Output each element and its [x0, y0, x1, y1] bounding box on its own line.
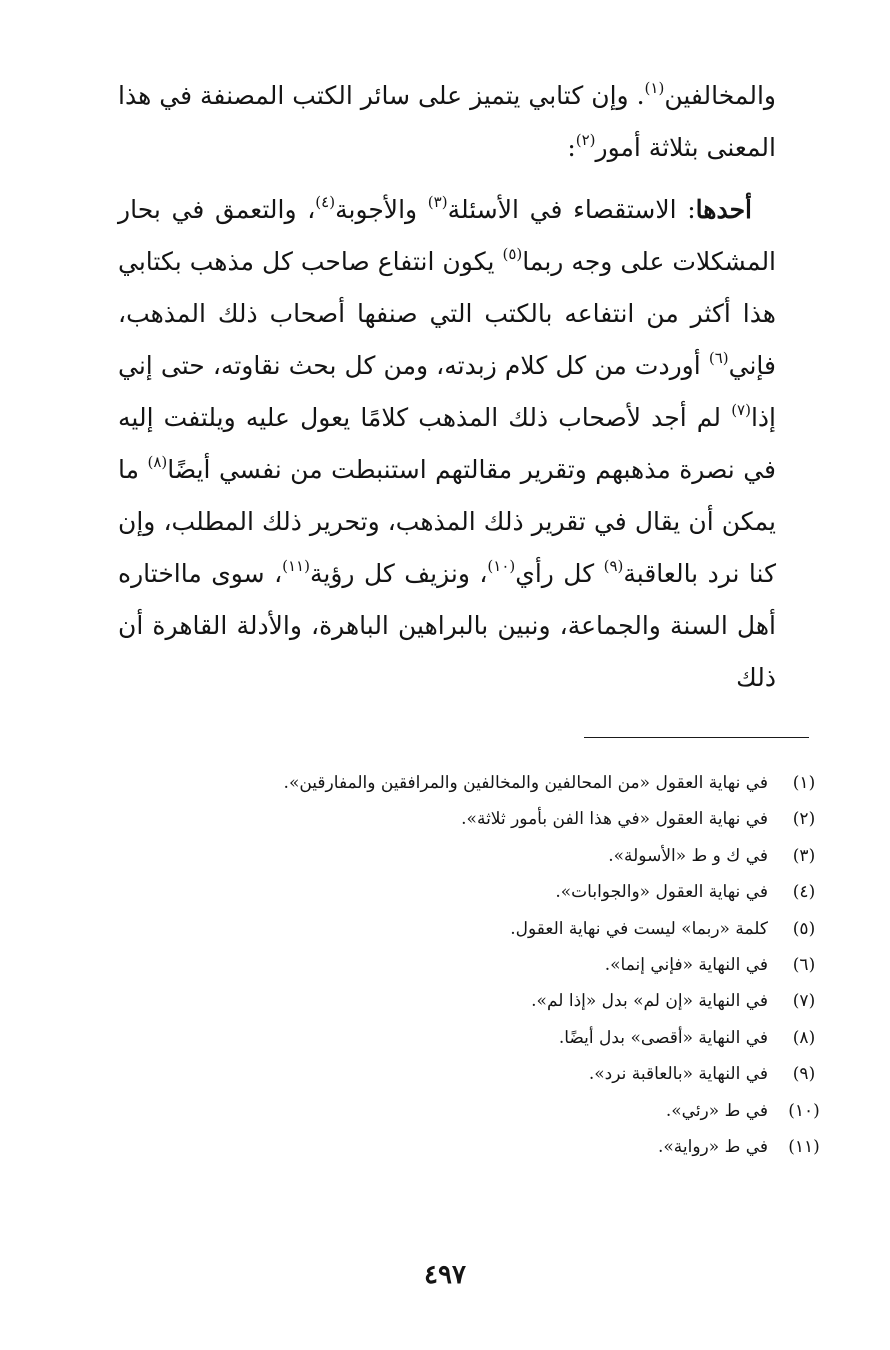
- footnote-text: في نهاية العقول «من المحالفين والمخالفين والمرافقين والمفارقين».: [283, 773, 768, 793]
- footnote: [120, 838, 820, 874]
- footnote-text: في النهاية «فإني إنما».: [604, 955, 768, 976]
- footnote-divider: [584, 737, 809, 738]
- footnote-text: في ط «رواية».: [657, 1137, 768, 1158]
- footnote-number: (١٠): [788, 1100, 820, 1121]
- footnote-text: في ك و ط «الأسولة».: [608, 845, 768, 866]
- footnote-text: في النهاية «بالعاقبة نرد».: [588, 1064, 768, 1085]
- footnote-ref: (٨): [147, 452, 168, 471]
- footnote-number: (١): [792, 773, 816, 793]
- footnote-ref: (٧): [731, 400, 751, 419]
- text-run: ، والتعمق في بحار المشكلات على وجه ربما: [118, 195, 777, 276]
- footnote-number: (٥): [792, 918, 816, 939]
- footnote-number: (٦): [792, 955, 816, 976]
- footnote-number: (٩): [792, 1064, 816, 1085]
- footnote-ref: (٦): [708, 348, 729, 367]
- footnote: [120, 983, 820, 1019]
- paragraph: [118, 184, 776, 704]
- footnote: [120, 1056, 820, 1092]
- footnote-ref: (١): [644, 78, 665, 97]
- paragraph: [118, 70, 776, 174]
- text-run: والأجوبة: [335, 195, 428, 224]
- text-run: ، سوى مااختاره أهل السنة والجماعة، ونبين بالبراهين الباهرة، والأدلة القاهرة أن ذلك: [118, 559, 776, 692]
- footnote-ref: (٥): [502, 244, 523, 263]
- footnote: [120, 911, 820, 947]
- footnote-ref: (٤): [315, 192, 336, 211]
- footnote: [120, 1129, 820, 1165]
- text-run: والمخالفين: [664, 81, 776, 110]
- main-text: [118, 70, 776, 704]
- text-run: يكون انتفاع صاحب كل مذهب بكتابي هذا أكثر من انتفاعه بالكتب التي صنفها أصحاب ذلك المذهب، فإني: [118, 247, 776, 380]
- footnote-text: في النهاية «أقصى» بدل أيضًا.: [558, 1027, 768, 1048]
- page-number: ٤٩٧: [424, 1260, 466, 1290]
- footnote-text: في نهاية العقول «في هذا الفن بأمور ثلاثة».: [461, 809, 768, 830]
- text-run: كل رأي: [515, 559, 604, 588]
- footnote-text: في نهاية العقول «والجوابات».: [555, 882, 768, 903]
- footnote-number: (٨): [792, 1027, 816, 1048]
- footnote-text: كلمة «ربما» ليست في نهاية العقول.: [510, 918, 768, 939]
- footnote-number: (٤): [792, 882, 816, 903]
- footnote-ref: (١١): [282, 556, 310, 575]
- footnote-number: (٢): [792, 809, 816, 830]
- footnote: [120, 947, 820, 983]
- footnote: [120, 801, 820, 837]
- footnote-ref: (٢): [575, 130, 596, 149]
- paragraph-lead: أحدها: [695, 195, 752, 224]
- footnote: [120, 1020, 820, 1056]
- text-run: ما يمكن أن يقال في تقرير ذلك المذهب، وتحرير ذلك المطلب، وإن كنا نرد بالعاقبة: [118, 455, 776, 588]
- footnote-ref: (٩): [603, 556, 624, 575]
- footnote-text: في ط «رئي».: [665, 1100, 768, 1121]
- text-run: أوردت من كل كلام زبدته، ومن كل بحث نقاوته، حتى إني إذا: [118, 351, 776, 432]
- text-run: . وإن كتابي يتميز على سائر الكتب المصنفة في هذا المعنى بثلاثة أمور: [118, 81, 776, 162]
- footnotes-list: [120, 765, 820, 1165]
- footnote-ref: (٣): [427, 192, 448, 211]
- footnote-ref: (١٠): [487, 556, 516, 575]
- footnote-number: (٣): [792, 845, 816, 866]
- text-run: : الاستقصاء في الأسئلة: [447, 195, 696, 224]
- text-run: لم أجد لأصحاب ذلك المذهب كلامًا يعول عليه ويلتفت إليه في نصرة مذهبهم وتقرير مقالتهم استنبطت من نفسي أيضًا: [118, 403, 776, 484]
- footnote-number: (٧): [792, 991, 816, 1012]
- text-run: ، ونزيف كل رؤية: [309, 559, 488, 588]
- footnote-number: (١١): [788, 1137, 820, 1158]
- text-run: :: [567, 133, 576, 162]
- footnote: [120, 874, 820, 910]
- footnote-text: في النهاية «إن لم» بدل «إذا لم».: [531, 991, 768, 1012]
- footnote: [120, 765, 820, 801]
- footnote: [120, 1093, 820, 1129]
